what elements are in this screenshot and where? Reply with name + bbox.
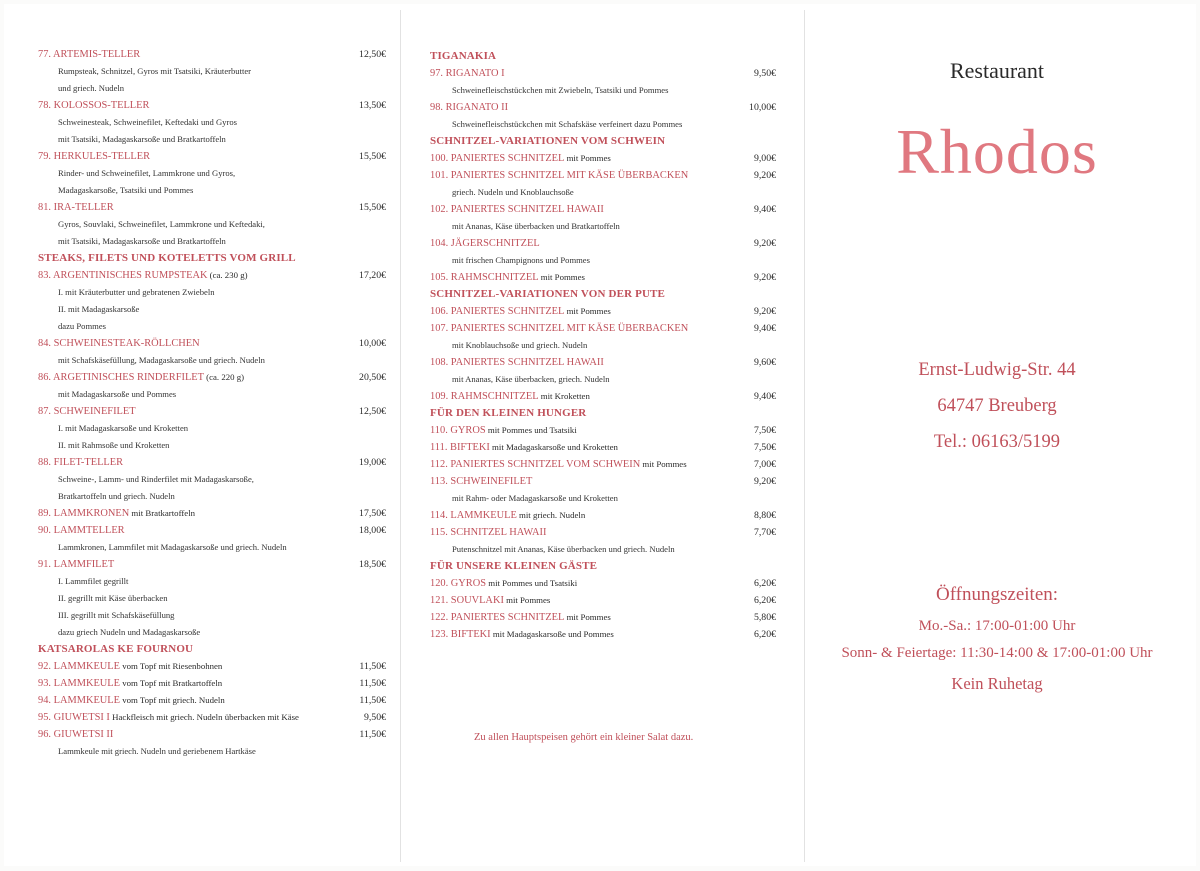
menu-item-side-note: mit Pommes <box>538 272 585 282</box>
menu-item-description: mit Tsatsiki, Madagaskarsoße und Bratkartoffeln <box>58 134 226 144</box>
menu-item-description: Lammkronen, Lammfilet mit Madagaskarsoße und griech. Nudeln <box>58 542 287 552</box>
menu-item-description: und griech. Nudeln <box>58 83 125 93</box>
menu-item-number: 113. <box>430 476 448 487</box>
menu-item-description: dazu Pommes <box>58 321 106 331</box>
menu-item-price: 11,50€ <box>359 695 386 706</box>
menu-item-name: SOUVLAKI <box>450 595 504 606</box>
menu-item-number: 81. <box>38 202 51 213</box>
menu-item <box>430 626 776 643</box>
menu-item-name: LAMMKEULE <box>450 510 517 521</box>
menu-sheet <box>4 4 1196 866</box>
menu-item-name: LAMMKRONEN <box>53 508 130 519</box>
menu-item-name: GIUWETSI II <box>53 729 114 740</box>
menu-item-name: PANIERTES SCHNITZEL <box>450 153 565 164</box>
menu-item-side-note: mit Pommes <box>503 595 551 605</box>
menu-item-side-note: mit Madagaskarsoße und Kroketten <box>489 442 618 452</box>
menu-item-title <box>430 524 546 541</box>
menu-item-price: 7,50€ <box>753 442 776 453</box>
menu-item-price: 9,20€ <box>753 238 776 249</box>
menu-item-price: 18,50€ <box>359 559 386 570</box>
menu-item-price: 9,20€ <box>753 170 776 181</box>
menu-item-description: Gyros, Souvlaki, Schweinefilet, Lammkrone und Keftedaki, <box>58 219 265 229</box>
menu-item-name: PANIERTES SCHNITZEL <box>450 306 565 317</box>
menu-item-price: 6,20€ <box>753 578 776 589</box>
salad-note: Zu allen Hauptspeisen gehört ein kleiner Salat dazu. <box>474 732 694 743</box>
menu-item-name: SCHNITZEL HAWAII <box>450 527 547 538</box>
menu-item-name: IRA-TELLER <box>53 202 114 213</box>
menu-item-side-note: mit Pommes <box>640 459 687 469</box>
menu-item <box>38 658 386 675</box>
menu-item <box>430 473 776 490</box>
menu-item-price: 7,00€ <box>753 459 776 470</box>
menu-item-name: RIGANATO II <box>445 102 509 113</box>
menu-item-name: RAHMSCHNITZEL <box>450 391 539 402</box>
menu-item <box>430 303 776 320</box>
menu-item-side-note: (ca. 230 g) <box>207 270 248 280</box>
menu-item-number: 115. <box>430 527 448 538</box>
menu-item <box>430 439 776 456</box>
menu-item <box>430 524 776 541</box>
fold-line-right <box>804 10 805 862</box>
menu-item-price: 9,40€ <box>753 391 776 402</box>
menu-item-title <box>430 439 618 456</box>
menu-item-number: 79. <box>38 151 51 162</box>
menu-item-name: PANIERTES SCHNITZEL <box>450 612 565 623</box>
menu-item-description: I. mit Kräuterbutter und gebratenen Zwiebeln <box>58 287 215 297</box>
menu-item-name: PANIERTES SCHNITZEL MIT KÄSE ÜBERBACKEN <box>450 323 689 334</box>
menu-item-price: 9,40€ <box>753 323 776 334</box>
menu-item <box>38 148 386 165</box>
menu-item-number: 96. <box>38 729 51 740</box>
menu-item <box>38 403 386 420</box>
menu-item <box>430 354 776 371</box>
menu-item-title <box>430 575 577 592</box>
restaurant-panel <box>812 4 1182 864</box>
menu-item-description: I. Lammfilet gegrillt <box>58 576 129 586</box>
menu-item-title <box>430 269 585 286</box>
menu-item-title <box>38 148 150 165</box>
menu-item-number: 87. <box>38 406 51 417</box>
section-heading: SCHNITZEL-VARIATIONEN VOM SCHWEIN <box>430 135 666 147</box>
menu-item <box>38 335 386 352</box>
menu-item-side-note: vom Topf mit griech. Nudeln <box>120 695 225 705</box>
menu-item-description: griech. Nudeln und Knoblauchsoße <box>452 187 574 197</box>
menu-column-left <box>38 46 386 760</box>
menu-item-title <box>430 507 585 524</box>
menu-item <box>430 422 776 439</box>
menu-item-price: 20,50€ <box>359 372 386 383</box>
menu-item-description: II. mit Madagaskarsoße <box>58 304 140 314</box>
menu-item-price: 6,20€ <box>753 595 776 606</box>
menu-item-price: 9,40€ <box>753 204 776 215</box>
menu-item-title <box>430 65 505 82</box>
menu-column-middle <box>430 48 776 643</box>
menu-item-title <box>38 335 200 352</box>
menu-item <box>430 456 776 473</box>
menu-item-title <box>430 320 688 337</box>
menu-item-number: 111. <box>430 442 448 453</box>
menu-item-number: 90. <box>38 525 51 536</box>
menu-item-name: RAHMSCHNITZEL <box>450 272 539 283</box>
menu-item-price: 9,50€ <box>363 712 386 723</box>
menu-item-number: 88. <box>38 457 51 468</box>
menu-item-description: Madagaskarsoße, Tsatsiki und Pommes <box>58 185 194 195</box>
menu-item-title <box>38 522 125 539</box>
menu-item-price: 11,50€ <box>359 729 386 740</box>
menu-item-name: SCHWEINEFILET <box>450 476 533 487</box>
menu-item-number: 121. <box>430 595 449 606</box>
menu-item-price: 6,20€ <box>753 629 776 640</box>
menu-item <box>430 167 776 184</box>
menu-item-title <box>38 97 149 114</box>
menu-item-name: PANIERTES SCHNITZEL MIT KÄSE ÜBERBACKEN <box>450 170 689 181</box>
menu-item-number: 107. <box>430 323 449 334</box>
menu-item-title <box>430 201 604 218</box>
menu-item-title <box>38 267 248 284</box>
menu-item-title <box>38 505 195 522</box>
menu-item-price: 12,50€ <box>359 49 386 60</box>
menu-item-description: mit Ananas, Käse überbacken und Bratkartoffeln <box>452 221 620 231</box>
menu-item-number: 98. <box>430 102 443 113</box>
menu-item-title <box>38 726 113 743</box>
phone-number: Tel.: 06163/5199 <box>933 432 1061 452</box>
menu-item-number: 102. <box>430 204 449 215</box>
menu-item-name: HERKULES-TELLER <box>53 151 150 162</box>
menu-item-name: GYROS <box>450 425 486 436</box>
menu-item-name: LAMMKEULE <box>53 678 120 689</box>
menu-item-title <box>38 46 140 63</box>
menu-item <box>430 507 776 524</box>
section-heading: FÜR UNSERE KLEINEN GÄSTE <box>430 560 598 572</box>
menu-item <box>38 522 386 539</box>
menu-item-title <box>430 456 687 473</box>
menu-item-description: Schweinefleischstückchen mit Zwiebeln, Tsatsiki und Pommes <box>452 85 669 95</box>
menu-item-price: 9,00€ <box>753 153 776 164</box>
menu-item-price: 9,20€ <box>753 272 776 283</box>
menu-item-number: 100. <box>430 153 449 164</box>
menu-item-name: GYROS <box>450 578 487 589</box>
menu-item-number: 106. <box>430 306 449 317</box>
menu-item-description: Putenschnitzel mit Ananas, Käse überbacken und griech. Nudeln <box>452 544 675 554</box>
menu-item-price: 15,50€ <box>359 151 386 162</box>
menu-item-number: 92. <box>38 661 51 672</box>
menu-item <box>430 575 776 592</box>
menu-item-description: mit Ananas, Käse überbacken, griech. Nudeln <box>452 374 610 384</box>
menu-item-name: GIUWETSI I <box>53 712 110 723</box>
menu-item <box>38 726 386 743</box>
menu-item-number: 91. <box>38 559 51 570</box>
menu-item <box>38 46 386 63</box>
menu-item-number: 95. <box>38 712 51 723</box>
menu-item-side-note: mit Kroketten <box>538 391 590 401</box>
menu-item <box>430 150 776 167</box>
menu-item-number: 89. <box>38 508 51 519</box>
menu-item-name: SCHWEINESTEAK-RÖLLCHEN <box>53 338 200 349</box>
menu-item-name: RIGANATO I <box>445 68 505 79</box>
menu-item-title <box>38 556 114 573</box>
menu-item-name: PANIERTES SCHNITZEL HAWAII <box>450 204 604 215</box>
menu-item-name: FILET-TELLER <box>53 457 124 468</box>
restaurant-label: Restaurant <box>949 58 1045 83</box>
menu-item-number: 97. <box>430 68 443 79</box>
menu-item <box>430 320 776 337</box>
menu-item-name: JÄGERSCHNITZEL <box>450 238 540 249</box>
menu-item-name: ARTEMIS-TELLER <box>53 49 141 60</box>
menu-item-title <box>430 626 614 643</box>
menu-item-description: mit Madagaskarsoße und Pommes <box>58 389 177 399</box>
menu-item-name: BIFTEKI <box>450 442 490 453</box>
address-street: Ernst-Ludwig-Str. 44 <box>918 360 1076 380</box>
menu-item-number: 122. <box>430 612 449 623</box>
menu-item <box>430 609 776 626</box>
menu-item-title <box>430 167 688 184</box>
menu-item-name: LAMMTELLER <box>53 525 125 536</box>
menu-item-number: 77. <box>38 49 51 60</box>
menu-item-price: 11,50€ <box>359 661 386 672</box>
menu-item <box>38 454 386 471</box>
menu-item <box>38 199 386 216</box>
menu-item-description: Schweinesteak, Schweinefilet, Keftedaki und Gyros <box>58 117 237 127</box>
menu-item-description: Schweine-, Lamm- und Rinderfilet mit Madagaskarsoße, <box>58 474 254 484</box>
section-heading: SCHNITZEL-VARIATIONEN VON DER PUTE <box>430 288 666 300</box>
menu-item-price: 18,00€ <box>359 525 386 536</box>
menu-item-price: 9,50€ <box>753 68 776 79</box>
menu-item-side-note: mit Pommes und Tsatsiki <box>485 425 577 435</box>
menu-item-price: 10,00€ <box>749 102 776 113</box>
menu-item <box>38 267 386 284</box>
menu-item-number: 104. <box>430 238 449 249</box>
menu-item-side-note: vom Topf mit Riesenbohnen <box>120 661 223 671</box>
menu-item-title <box>38 454 123 471</box>
menu-item-number: 86. <box>38 372 51 383</box>
menu-item-number: 120. <box>430 578 449 589</box>
address-city: 64747 Breuberg <box>937 396 1057 416</box>
opening-hours-weekend: Sonn- & Feiertage: 11:30-14:00 & 17:00-01:00 Uhr <box>841 645 1153 661</box>
menu-item-title <box>430 99 508 116</box>
menu-item-number: 94. <box>38 695 51 706</box>
menu-item-number: 109. <box>430 391 449 402</box>
menu-item <box>38 675 386 692</box>
menu-item-title <box>38 369 244 386</box>
menu-item-title <box>430 150 611 167</box>
menu-item-price: 10,00€ <box>359 338 386 349</box>
menu-item-price: 9,20€ <box>753 476 776 487</box>
menu-item-description: dazu griech Nudeln und Madagaskarsoße <box>58 627 201 637</box>
menu-item <box>430 201 776 218</box>
menu-item-side-note: vom Topf mit Bratkartoffeln <box>120 678 223 688</box>
menu-item <box>430 65 776 82</box>
menu-item-name: LAMMKEULE <box>53 695 120 706</box>
menu-item <box>430 269 776 286</box>
menu-item-number: 93. <box>38 678 51 689</box>
menu-item-number: 78. <box>38 100 51 111</box>
menu-item-price: 8,80€ <box>753 510 776 521</box>
menu-item-title <box>430 422 577 439</box>
menu-item <box>430 235 776 252</box>
menu-item-number: 114. <box>430 510 448 521</box>
menu-item-description: mit Rahm- oder Madagaskarsoße und Kroketten <box>452 493 618 503</box>
menu-item-description: mit Knoblauchsoße und griech. Nudeln <box>452 340 588 350</box>
menu-item-title <box>430 303 611 320</box>
menu-item <box>38 369 386 386</box>
menu-item-description: mit Schafskäsefüllung, Madagaskarsoße und griech. Nudeln <box>58 355 265 365</box>
menu-item-number: 84. <box>38 338 51 349</box>
menu-item <box>38 556 386 573</box>
menu-item-title <box>430 609 611 626</box>
menu-item <box>38 97 386 114</box>
menu-item-title <box>38 675 222 692</box>
menu-item-title <box>38 403 136 420</box>
menu-item-price: 7,50€ <box>753 425 776 436</box>
menu-item-description: Rinder- und Schweinefilet, Lammkrone und Gyros, <box>58 168 236 178</box>
section-heading: STEAKS, FILETS UND KOTELETTS VOM GRILL <box>38 252 296 264</box>
menu-item <box>430 592 776 609</box>
menu-item-price: 17,20€ <box>359 270 386 281</box>
section-heading: TIGANAKIA <box>430 50 497 62</box>
menu-item-description: II. gegrillt mit Käse überbacken <box>58 593 168 603</box>
menu-item-name: LAMMFILET <box>53 559 115 570</box>
menu-item <box>38 709 386 726</box>
menu-item-name: KOLOSSOS-TELLER <box>53 100 150 111</box>
menu-item-name: LAMMKEULE <box>53 661 120 672</box>
menu-item <box>430 99 776 116</box>
menu-item-title <box>38 709 299 726</box>
restaurant-name: Rhodos <box>896 116 1098 187</box>
menu-item-description: Schweinefleischstückchen mit Schafskäse verfeinert dazu Pommes <box>452 119 683 129</box>
menu-item-name: ARGETINISCHES RINDERFILET <box>53 372 204 383</box>
section-heading: KATSAROLAS KE FOURNOU <box>38 643 194 655</box>
menu-item <box>38 505 386 522</box>
menu-item-side-note: mit Pommes <box>564 306 611 316</box>
menu-item-side-note: mit Bratkartoffeln <box>129 508 196 518</box>
menu-item-number: 110. <box>430 425 448 436</box>
menu-item-price: 17,50€ <box>359 508 386 519</box>
menu-item-description: Bratkartoffeln und griech. Nudeln <box>58 491 175 501</box>
menu-item-name: BIFTEKI <box>450 629 491 640</box>
menu-item-number: 105. <box>430 272 449 283</box>
menu-item-title <box>430 473 532 490</box>
menu-item-title <box>38 658 222 675</box>
menu-item-name: PANIERTES SCHNITZEL HAWAII <box>450 357 604 368</box>
menu-item-title <box>38 199 114 216</box>
menu-item-price: 19,00€ <box>359 457 386 468</box>
menu-item-price: 11,50€ <box>359 678 386 689</box>
menu-item-number: 83. <box>38 270 51 281</box>
menu-item-description: Rumpsteak, Schnitzel, Gyros mit Tsatsiki, Kräuterbutter <box>58 66 252 76</box>
menu-item-side-note: mit Madagaskarsoße und Pommes <box>490 629 614 639</box>
menu-item-description: III. gegrillt mit Schafskäsefüllung <box>58 610 175 620</box>
menu-item-title <box>430 592 550 609</box>
menu-item-number: 108. <box>430 357 449 368</box>
section-heading: FÜR DEN KLEINEN HUNGER <box>430 407 587 419</box>
menu-item-side-note: mit Pommes <box>564 612 611 622</box>
menu-item-name: PANIERTES SCHNITZEL VOM SCHWEIN <box>450 459 641 470</box>
menu-item-side-note: (ca. 220 g) <box>203 372 245 382</box>
menu-item-price: 12,50€ <box>359 406 386 417</box>
menu-item-number: 123. <box>430 629 449 640</box>
menu-item-title <box>430 235 540 252</box>
menu-item <box>430 388 776 405</box>
menu-item-price: 9,60€ <box>753 357 776 368</box>
menu-item-side-note: Hackfleisch mit griech. Nudeln überbacken mit Käse <box>109 712 299 722</box>
menu-item-price: 15,50€ <box>359 202 386 213</box>
fold-line-left <box>400 10 401 862</box>
menu-item-description: I. mit Madagaskarsoße und Kroketten <box>58 423 189 433</box>
menu-item-title <box>430 354 604 371</box>
menu-item-side-note: mit Pommes und Tsatsiki <box>486 578 578 588</box>
menu-item-side-note: mit griech. Nudeln <box>516 510 586 520</box>
menu-item-price: 9,20€ <box>753 306 776 317</box>
menu-item-number: 112. <box>430 459 448 470</box>
menu-item-name: SCHWEINEFILET <box>53 406 136 417</box>
menu-item <box>38 692 386 709</box>
menu-item-description: Lammkeule mit griech. Nudeln und geriebenem Hartkäse <box>58 746 256 756</box>
opening-hours-weekday: Mo.-Sa.: 17:00-01:00 Uhr <box>918 618 1076 634</box>
menu-item-title <box>38 692 225 709</box>
menu-item-title <box>430 388 590 405</box>
menu-item-price: 5,80€ <box>753 612 776 623</box>
menu-item-name: ARGENTINISCHES RUMPSTEAK <box>53 270 208 281</box>
menu-item-side-note: mit Pommes <box>564 153 611 163</box>
menu-item-price: 13,50€ <box>359 100 386 111</box>
menu-item-description: II. mit Rahmsoße und Kroketten <box>58 440 170 450</box>
menu-item-price: 7,70€ <box>753 527 776 538</box>
menu-item-number: 101. <box>430 170 449 181</box>
menu-item-description: mit frischen Champignons und Pommes <box>452 255 590 265</box>
menu-item-description: mit Tsatsiki, Madagaskarsoße und Bratkartoffeln <box>58 236 226 246</box>
opening-hours-title: Öffnungszeiten: <box>935 584 1059 605</box>
rest-day: Kein Ruhetag <box>951 674 1043 693</box>
